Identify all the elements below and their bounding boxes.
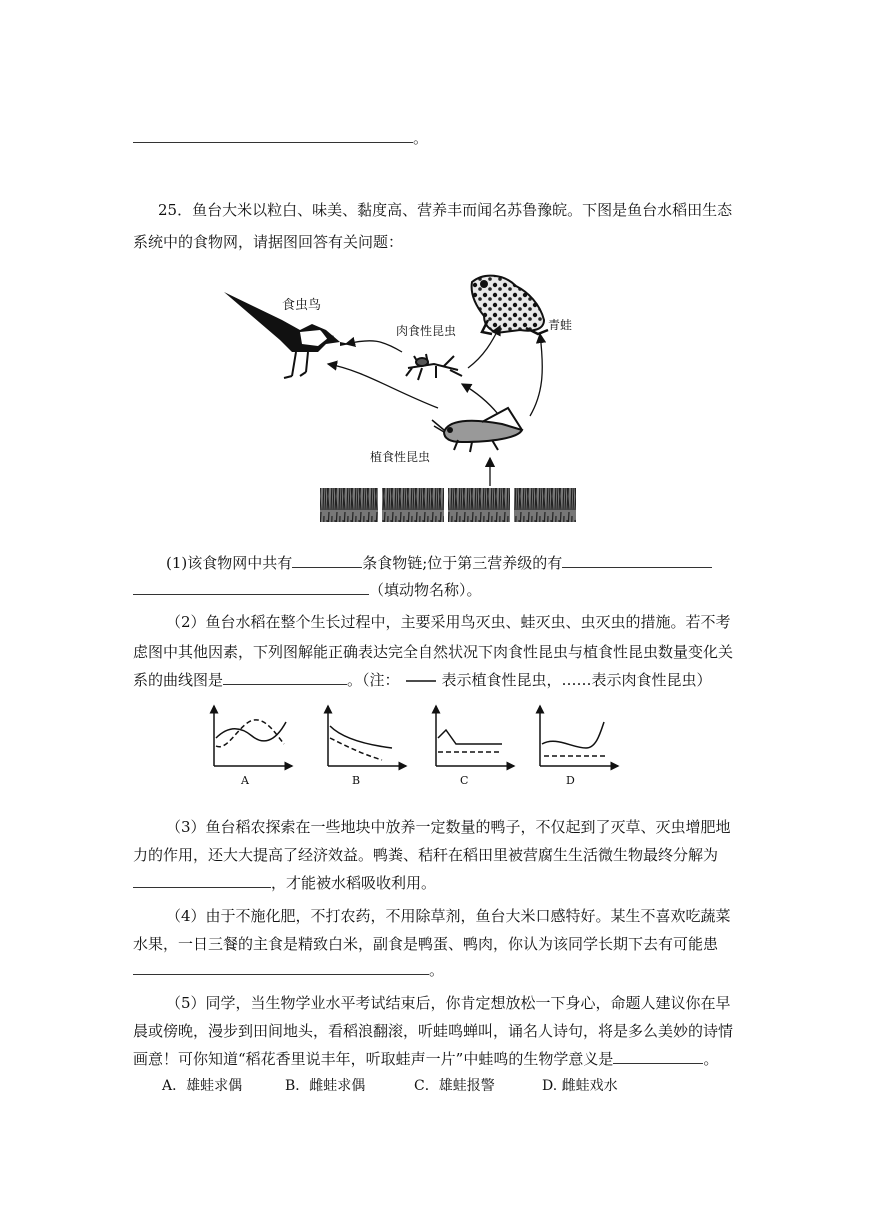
sub-question-5-line3: 画意！可你知道“稻花香里说丰年，听取蛙声一片”中蛙鸣的生物学意义是 。 <box>133 1050 719 1068</box>
sub-question-1-line1: (1)该食物网中共有 条食物链;位于第三营养级的有 <box>166 553 712 573</box>
option-d[interactable]: D. 雌蛙戏水 <box>542 1078 618 1094</box>
label-frog: 青蛙 <box>548 318 573 332</box>
food-web-arrows <box>328 326 542 486</box>
third-level-blank-2[interactable] <box>133 580 369 595</box>
sub-question-3-line1: （3）鱼台稻农探索在一些地块中放养一定数量的鸭子，不仅起到了灭草、灭虫增肥地 <box>166 818 731 836</box>
decomposition-blank[interactable] <box>133 873 271 888</box>
option-a[interactable]: A．雄蛙求偶 <box>162 1078 243 1094</box>
sub-question-4-line1: （4）由于不施化肥，不打农药，不用除草剂，鱼台大米口感特好。某生不喜欢吃蔬菜 <box>166 907 731 925</box>
graph-d[interactable] <box>540 706 618 766</box>
sub-question-3-line2: 力的作用，还大大提高了经济效益。鸭粪、秸秆在稻田里被营腐生生活微生物最终分解为 <box>133 846 719 864</box>
curve-options <box>200 704 640 794</box>
graph-label-c: C <box>460 774 469 787</box>
graph-label-d: D <box>566 774 575 787</box>
sub-question-2-line1: （2）鱼台水稻在整个生长过程中，主要采用鸟灭虫、蛙灭虫、虫灭虫的措施。若不考 <box>166 613 731 631</box>
question-25-intro-line1: 25．鱼台大米以粒白、味美、黏度高、营养丰而闻名苏鲁豫皖。下图是鱼台水稻田生态 <box>158 201 733 219</box>
label-carnivorous-insect: 肉食性昆虫 <box>396 324 457 338</box>
label-herbivorous-insect: 植食性昆虫 <box>370 450 431 464</box>
sub-question-3-line3: ，才能被水稻吸收利用。 <box>133 873 436 893</box>
grasshopper-icon <box>432 408 522 452</box>
frog-icon <box>472 276 548 334</box>
curve-answer-blank[interactable] <box>223 670 347 685</box>
sub-question-5-line2: 晨或傍晚，漫步到田间地头，看稻浪翻滚，听蛙鸣蝉叫，诵名人诗句，将是多么美妙的诗情 <box>133 1022 734 1040</box>
previous-answer-line: 。 <box>133 128 428 148</box>
graph-label-a: A <box>241 774 249 787</box>
food-web-drawing <box>222 272 580 524</box>
sub-question-5-line1: （5）同学，当生物学业水平考试结束后，你肯定想放松一下身心，命题人建议你在早 <box>166 994 731 1012</box>
graph-a[interactable] <box>214 706 292 766</box>
sub-question-2-line3: 系的曲线图是 。（注： 表示植食性昆虫，……表示肉食性昆虫） <box>133 671 712 689</box>
carnivorous-insect-icon <box>406 354 462 380</box>
solid-line-legend-icon <box>404 676 438 686</box>
option-c[interactable]: C．雄蛙报警 <box>414 1078 495 1094</box>
question-25-intro-line2: 系统中的食物网，请据图回答有关问题： <box>133 233 404 251</box>
sub-question-2-line2: 虑图中其他因素，下列图解能正确表达完全自然状况下肉食性昆虫与植食性昆虫数量变化关 <box>133 643 734 661</box>
sub-question-4-line3: 。 <box>133 960 444 980</box>
rice-plants <box>320 488 576 522</box>
answer-blank[interactable] <box>133 128 413 143</box>
option-b[interactable]: B．雌蛙求偶 <box>285 1078 366 1094</box>
sub-question-4-line2: 水果，一日三餐的主食是精致白米，副食是鸭蛋、鸭肉，你认为该同学长期下去有可能患 <box>133 935 719 953</box>
food-web-figure <box>222 272 580 524</box>
frog-call-meaning-blank[interactable] <box>613 1049 703 1064</box>
chain-count-blank[interactable] <box>292 553 362 568</box>
graph-b[interactable] <box>328 706 406 766</box>
disease-blank[interactable] <box>133 960 429 975</box>
third-level-blank-1[interactable] <box>562 553 712 568</box>
label-bird: 食虫鸟 <box>282 298 322 313</box>
graph-label-b: B <box>352 774 361 787</box>
sub-question-1-line2: （填动物名称）。 <box>133 580 482 600</box>
graph-c[interactable] <box>436 706 514 766</box>
